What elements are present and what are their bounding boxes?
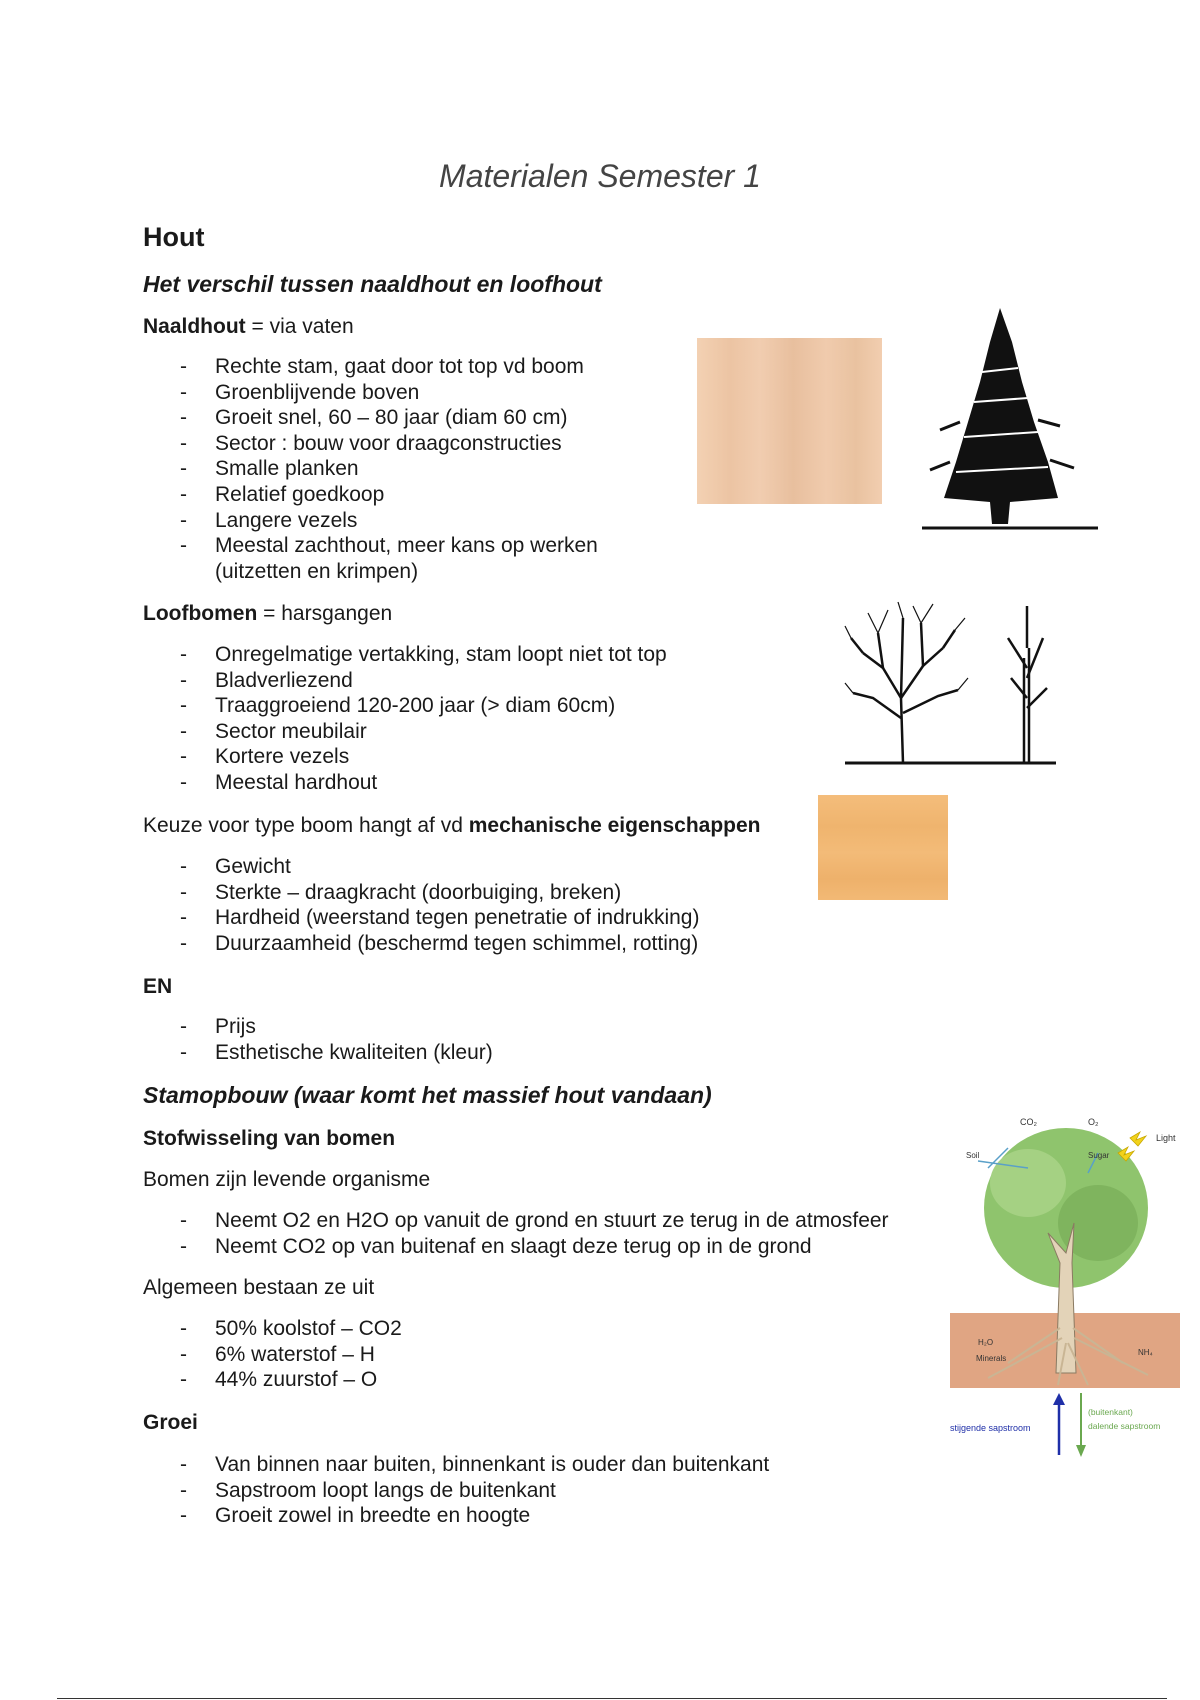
- list-item: - Langere vezels: [143, 508, 598, 534]
- list-item: - Esthetische kwaliteiten (kleur): [143, 1040, 493, 1066]
- keuze-list: [143, 854, 699, 956]
- keuze-line: [143, 814, 761, 838]
- list-item: - Meestal zachthout, meer kans op werken: [143, 533, 598, 559]
- list-item: - Sterkte – draagkracht (doorbuiging, breken): [143, 880, 699, 906]
- list-item: - Smalle planken: [143, 456, 598, 482]
- list-item: - Prijs: [143, 1014, 493, 1040]
- label-minerals: Minerals: [976, 1354, 1007, 1363]
- tree-metabolism-diagram: [948, 1113, 1183, 1458]
- list-item: - Duurzaamheid (beschermd tegen schimmel, rotting): [143, 931, 699, 957]
- list-item: - Groeit zowel in breedte en hoogte: [143, 1503, 769, 1529]
- footer-rule: [57, 1698, 1167, 1699]
- list-item: - Traaggroeiend 120-200 jaar (> diam 60cm): [143, 693, 667, 719]
- list-item: - Relatief goedkoop: [143, 482, 598, 508]
- section-heading-hout: Hout: [143, 222, 205, 252]
- list-item: - Neemt CO2 op van buitenaf en slaagt deze terug op in de grond: [143, 1234, 889, 1260]
- groei-list: [143, 1452, 769, 1529]
- algemeen-list: [143, 1316, 402, 1393]
- label-o2: O₂: [1088, 1117, 1099, 1127]
- list-item: - Gewicht: [143, 854, 699, 880]
- stofwisseling-list: [143, 1208, 889, 1259]
- list-item: - Groeit snel, 60 – 80 jaar (diam 60 cm): [143, 405, 598, 431]
- en-heading: EN: [143, 975, 173, 998]
- list-item: - Van binnen naar buiten, binnenkant is ouder dan buitenkant: [143, 1452, 769, 1478]
- label-co2: CO₂: [1020, 1117, 1037, 1127]
- naaldhout-label: Naaldhout: [143, 315, 246, 338]
- keuze-prefix: Keuze voor type boom hangt af vd: [143, 814, 469, 837]
- en-list: [143, 1014, 493, 1065]
- deciduous-trees-icon: [843, 598, 1058, 773]
- naaldhout-desc: = via vaten: [245, 315, 354, 338]
- subheading-verschil: Het verschil tussen naaldhout en loofhout: [143, 271, 602, 297]
- label-sugar: Sugar: [1088, 1151, 1110, 1160]
- loofbomen-label: Loofbomen: [143, 602, 258, 625]
- label-rising-sap: stijgende sapstroom: [950, 1423, 1031, 1433]
- pine-wood-sample-image: [697, 338, 882, 504]
- loofbomen-line: [143, 602, 392, 626]
- stofwisseling-intro: Bomen zijn levende organisme: [143, 1168, 431, 1191]
- list-item: - Hardheid (weerstand tegen penetratie of indrukking): [143, 905, 699, 931]
- list-item: - Kortere vezels: [143, 744, 667, 770]
- list-item: - Groenblijvende boven: [143, 380, 598, 406]
- list-item: - 50% koolstof – CO2: [143, 1316, 402, 1342]
- loofbomen-list: [143, 642, 667, 796]
- list-item: - Onregelmatige vertakking, stam loopt niet tot top: [143, 642, 667, 668]
- conifer-tree-icon: [920, 302, 1100, 532]
- keuze-bold: mechanische eigenschappen: [468, 814, 761, 837]
- list-item: - Sector meubilair: [143, 719, 667, 745]
- label-outside: (buitenkant): [1088, 1407, 1133, 1417]
- list-item: - Sapstroom loopt langs de buitenkant: [143, 1478, 769, 1504]
- label-soil: Soil: [966, 1151, 980, 1160]
- beech-wood-sample-image: [818, 795, 948, 900]
- list-item: - 6% waterstof – H: [143, 1342, 402, 1368]
- subheading-stamopbouw: Stamopbouw (waar komt het massief hout vandaan): [143, 1082, 712, 1108]
- label-light: Light: [1156, 1133, 1176, 1143]
- loofbomen-desc: = harsgangen: [257, 602, 393, 625]
- list-item: - 44% zuurstof – O: [143, 1367, 402, 1393]
- groei-heading: Groei: [143, 1411, 198, 1434]
- list-item: - Neemt O2 en H2O op vanuit de grond en stuurt ze terug in de atmosfeer: [143, 1208, 889, 1234]
- list-item: - Bladverliezend: [143, 668, 667, 694]
- list-item: - Sector : bouw voor draagconstructies: [143, 431, 598, 457]
- label-falling-sap: dalende sapstroom: [1088, 1421, 1161, 1431]
- naaldhout-list: [143, 354, 598, 559]
- list-item: - Rechte stam, gaat door tot top vd boom: [143, 354, 598, 380]
- list-item: - Meestal hardhout: [143, 770, 667, 796]
- page-title: Materialen Semester 1: [439, 158, 761, 194]
- list-item-continuation: (uitzetten en krimpen): [215, 560, 419, 583]
- label-nh4: NH₄: [1138, 1348, 1153, 1357]
- stofwisseling-heading: Stofwisseling van bomen: [143, 1127, 396, 1150]
- algemeen-intro: Algemeen bestaan ze uit: [143, 1276, 375, 1299]
- label-h2o: H₂O: [978, 1338, 994, 1347]
- naaldhout-line: [143, 315, 354, 339]
